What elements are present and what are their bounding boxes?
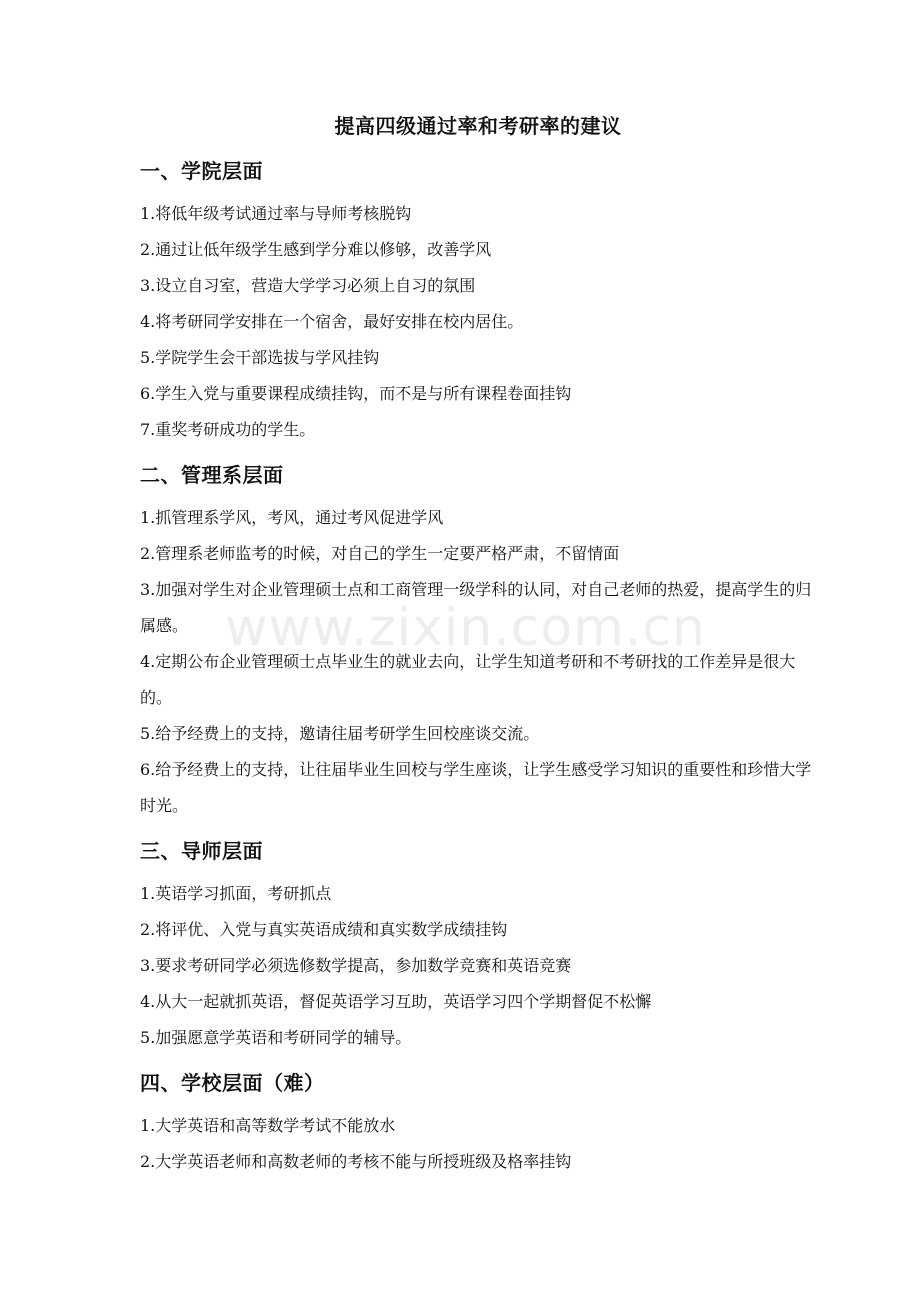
section-advisor <box>140 834 816 1056</box>
watermark-text: www.zixin.com.cn <box>225 598 706 658</box>
list-item: 1.英语学习抓面，考研抓点 <box>140 884 332 903</box>
section-school <box>140 1066 816 1180</box>
section-heading: 二、管理系层面 <box>140 463 284 487</box>
list-item: 3.要求考研同学必须选修数学提高，参加数学竞赛和英语竞赛 <box>140 956 572 975</box>
list-item: 1.大学英语和高等数学考试不能放水 <box>140 1116 396 1135</box>
list-item: 4.将考研同学安排在一个宿舍，最好安排在校内居住。 <box>140 312 524 331</box>
section-college <box>140 154 816 448</box>
list-item: 6.给予经费上的支持，让往届毕业生回校与学生座谈，让学生感受学习知识的重要性和珍惜大学时光。 <box>140 760 812 815</box>
list-item: 2.通过让低年级学生感到学分难以修够，改善学风 <box>140 240 492 259</box>
list-item: 1.抓管理系学风，考风，通过考风促进学风 <box>140 508 444 527</box>
section-heading: 三、导师层面 <box>140 839 263 863</box>
document-title: 提高四级通过率和考研率的建议 <box>334 114 622 138</box>
list-item: 5.学院学生会干部选拔与学风挂钩 <box>140 348 380 367</box>
list-item: 5.给予经费上的支持，邀请往届考研学生回校座谈交流。 <box>140 724 540 743</box>
list-item: 3.设立自习室，营造大学学习必须上自习的氛围 <box>140 276 476 295</box>
list-item: 2.管理系老师监考的时候，对自己的学生一定要严格严肃，不留情面 <box>140 544 620 563</box>
list-item: 5.加强愿意学英语和考研同学的辅导。 <box>140 1028 412 1047</box>
list-item: 3.加强对学生对企业管理硕士点和工商管理一级学科的认同，对自己老师的热爱，提高学生的归属感。 <box>140 580 812 635</box>
section-management-dept <box>140 458 816 824</box>
section-heading: 四、学校层面（难） <box>140 1071 325 1095</box>
list-item: 2.大学英语老师和高数老师的考核不能与所授班级及格率挂钩 <box>140 1152 572 1171</box>
list-item: 2.将评优、入党与真实英语成绩和真实数学成绩挂钩 <box>140 920 508 939</box>
list-item: 4.定期公布企业管理硕士点毕业生的就业去向，让学生知道考研和不考研找的工作差异是很大的。 <box>140 652 796 707</box>
list-item: 4.从大一起就抓英语，督促英语学习互助，英语学习四个学期督促不松懈 <box>140 992 652 1011</box>
list-item: 7.重奖考研成功的学生。 <box>140 420 316 439</box>
list-item: 1.将低年级考试通过率与导师考核脱钩 <box>140 204 412 223</box>
section-heading: 一、学院层面 <box>140 159 263 183</box>
document-page <box>140 108 816 1180</box>
list-item: 6.学生入党与重要课程成绩挂钩，而不是与所有课程卷面挂钩 <box>140 384 572 403</box>
